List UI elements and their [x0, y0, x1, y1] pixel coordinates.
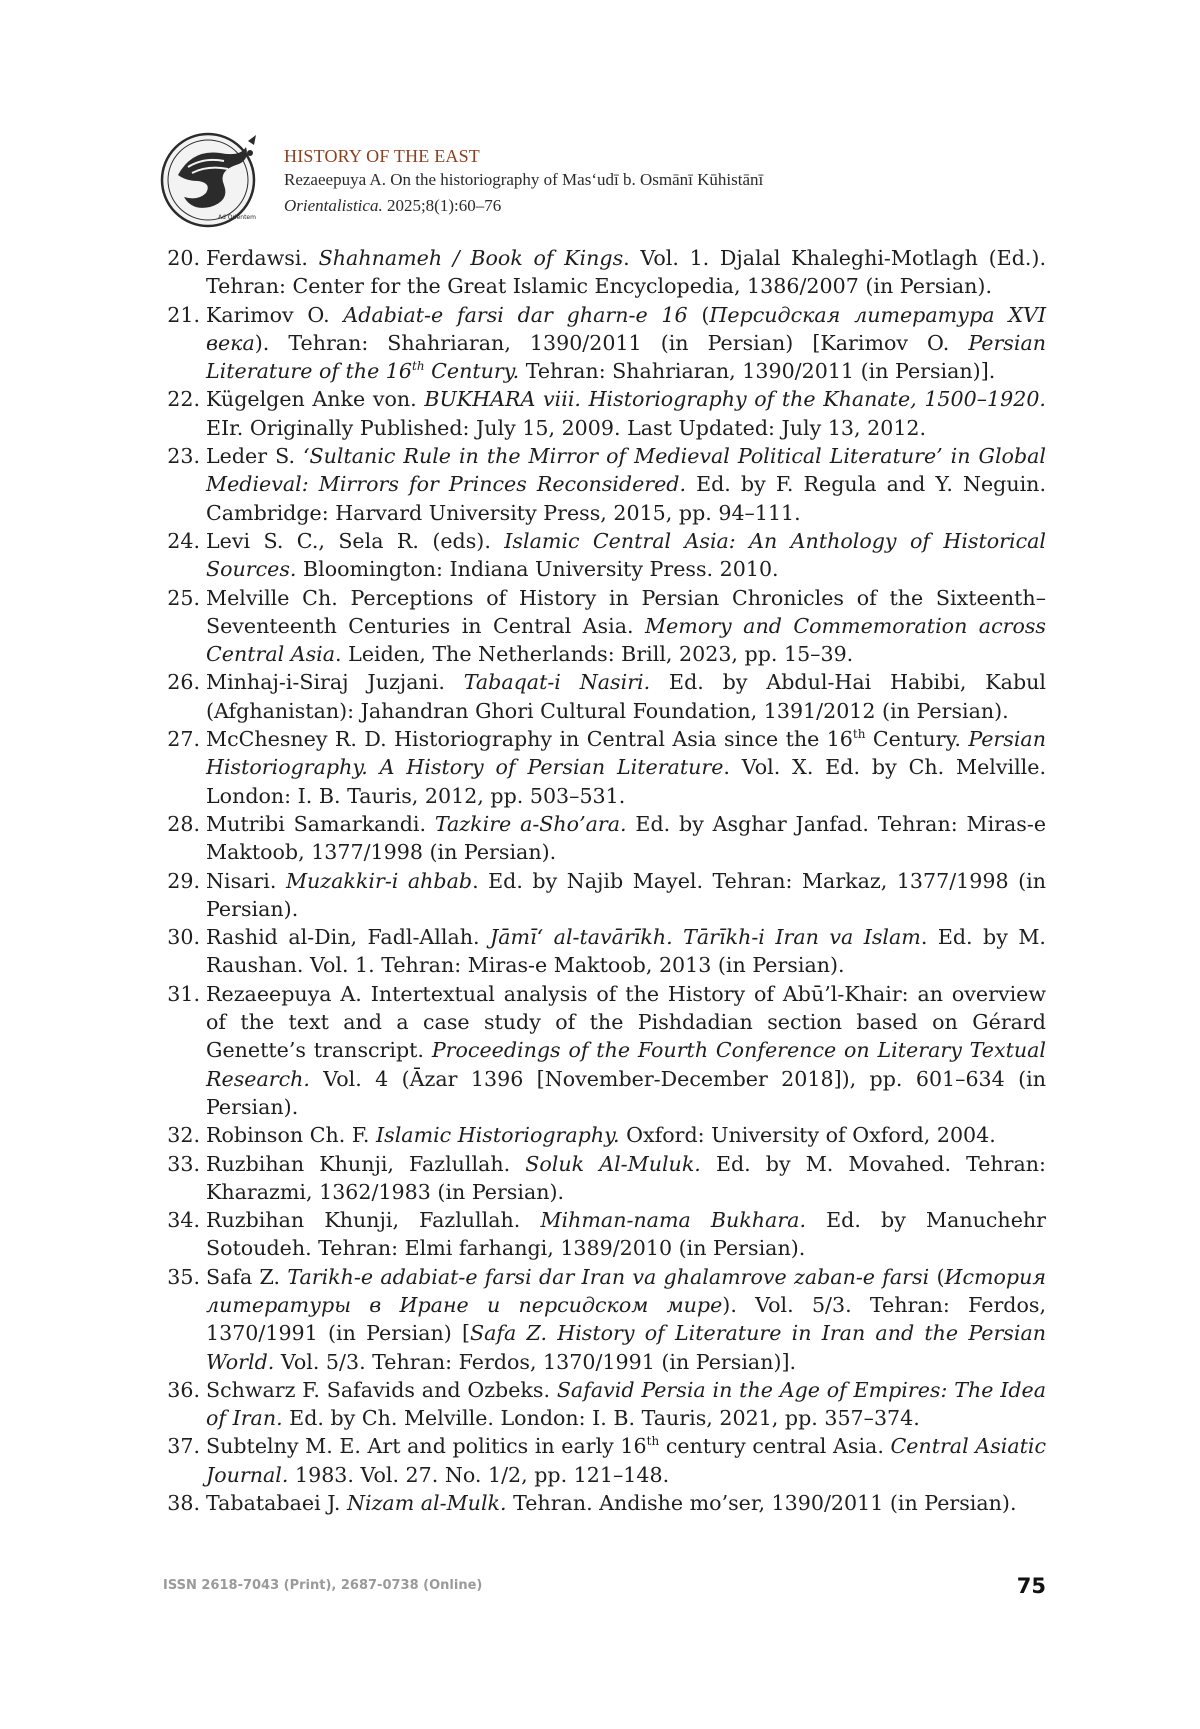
reference-plain: ( — [687, 302, 710, 327]
reference-text — [206, 810, 1046, 867]
reference-plain: . Ed. by Najib Mayel. Tehran: Markaz, 1377/1998 (in Persian). — [206, 868, 1046, 921]
reference-italic: Memory and Commemoration across Central Asia — [206, 613, 1046, 667]
reference-item — [160, 810, 1046, 867]
reference-number: 28. — [167, 811, 200, 836]
reference-item — [160, 867, 1046, 924]
reference-italic: Shahnameh / Book of Kings — [318, 246, 624, 270]
reference-italic: Muzakkir-i ahbab — [285, 868, 473, 893]
reference-plain: Robinson Ch. F. — [206, 1123, 376, 1148]
reference-plain: Ed. by Ch. Melville. London: I. B. Tauris, 2021, pp. 357–374. — [282, 1406, 920, 1431]
reference-number: 24. — [167, 528, 200, 553]
reference-number: 27. — [167, 727, 200, 752]
reference-italic: Persian Literature of the 16 — [206, 330, 1046, 384]
reference-text — [206, 1432, 1046, 1489]
reference-number: 33. — [167, 1151, 200, 1176]
reference-item — [160, 527, 1046, 584]
reference-plain: Karimov O. — [206, 302, 344, 327]
reference-plain: Levi S. C., Sela R. (eds). — [206, 528, 505, 553]
reference-plain: Mutribi Samarkandi. — [206, 811, 435, 836]
reference-plain: Subtelny M. E. Art and politics in early 16 — [206, 1434, 647, 1459]
reference-plain: Minhaj-i-Siraj Juzjani. — [206, 670, 464, 695]
journal-logo — [158, 127, 270, 233]
reference-italic: Adabiat-e farsi dar gharn-e 16 — [343, 302, 688, 327]
reference-plain: ). Tehran: Shahriaran, 1390/2011 (in Persian) [Karimov O. — [254, 330, 969, 355]
citation-details: 2025;8(1):60–76 — [382, 196, 502, 215]
reference-italic: Islamic Central Asia: An Anthology of Historical Sources. — [206, 528, 1046, 582]
reference-italic: Nizam al-Mulk. — [346, 1491, 507, 1516]
reference-italic: Persian Historiography. A History of Persian Literature — [206, 727, 1046, 780]
reference-item — [160, 668, 1046, 725]
reference-italic: Central Asiatic Journal. — [206, 1434, 1046, 1487]
reference-plain: Ed. by F. Regula and Y. Neguin. Cambridge: Harvard University Press, 2015, pp. 94–111. — [206, 472, 1046, 525]
reference-number: 30. — [167, 925, 200, 950]
journal-title: Orientalistica. — [284, 196, 383, 215]
reference-plain: Ruzbihan Khunji, Fazlullah. — [206, 1151, 526, 1176]
article-title: Rezaeepuya A. On the historiography of Mas‘udī b. Osmānī Kūhistānī — [284, 170, 764, 189]
reference-superscript: th — [412, 359, 425, 374]
reference-text — [206, 1206, 1046, 1263]
reference-item — [160, 1150, 1046, 1207]
reference-text — [206, 923, 1046, 980]
reference-plain: Rezaeepuya A. Intertextual analysis of the History of Abū’l-Khair: an overview of the text and a case study of the Pishdadian section based on Gérard Genette’s transcript. — [206, 981, 1046, 1063]
reference-plain: Ferdawsi. — [206, 246, 319, 270]
reference-item — [160, 1489, 1046, 1517]
reference-plain: Rashid al-Din, Fadl-Allah. — [206, 925, 491, 950]
reference-italic: Mihman-nama Bukhara. — [540, 1208, 806, 1233]
reference-plain: Vol. 5/3. Tehran: Ferdos, 1370/1991 (in Persian)]. — [274, 1349, 797, 1374]
reference-italic: Century. — [424, 359, 520, 384]
reference-plain: . Leiden, The Netherlands: Brill, 2023, pp. 15–39. — [335, 642, 854, 667]
reference-number: 20. — [167, 246, 200, 270]
reference-italic: Tazkire a-Sho’ara. — [434, 811, 627, 836]
reference-plain: . Vol. X. Ed. by Ch. Melville. London: I. B. Tauris, 2012, pp. 503–531. — [206, 755, 1046, 808]
reference-italic: Proceedings of the Fourth Conference on Literary Textual Research. — [206, 1038, 1046, 1091]
reference-text — [206, 1150, 1046, 1207]
reference-plain: Schwarz F. Safavids and Ozbeks. — [206, 1377, 557, 1402]
reference-item — [160, 301, 1046, 386]
reference-plain: Ed. by M. Movahed. Tehran: Kharazmi, 1362/1983 (in Persian). — [206, 1151, 1046, 1204]
reference-number: 35. — [167, 1264, 200, 1289]
reference-italic: Islamic Historiography. — [376, 1123, 620, 1148]
reference-number: 29. — [167, 868, 200, 893]
reference-text — [206, 584, 1046, 669]
issn-footer: ISSN 2618-7043 (Print), 2687-0738 (Online) — [163, 1578, 483, 1593]
reference-number: 32. — [167, 1123, 200, 1148]
reference-item — [160, 442, 1046, 527]
reference-plain: Ed. by Asghar Janfad. Tehran: Miras-e Maktoob, 1377/1998 (in Persian). — [206, 811, 1047, 865]
reference-number: 22. — [167, 387, 200, 412]
reference-item — [160, 980, 1046, 1121]
reference-plain: ( — [929, 1264, 945, 1289]
reference-text — [206, 980, 1046, 1121]
reference-plain: Nisari. — [206, 868, 286, 893]
reference-plain: Oxford: University of Oxford, 2004. — [619, 1123, 996, 1148]
reference-superscript: th — [646, 1434, 660, 1449]
reference-item — [160, 1432, 1046, 1489]
reference-plain: Melville Ch. Perceptions of History in Persian Chronicles of the Sixteenth–Seventeenth Centuries in Central Asia. — [206, 585, 1046, 638]
reference-item — [160, 923, 1046, 980]
reference-plain: Ruzbihan Khunji, Fazlullah. — [206, 1208, 541, 1233]
reference-plain: Ed. by Manuchehr Sotoudeh. Tehran: Elmi farhangi, 1389/2010 (in Persian). — [206, 1208, 1046, 1261]
reference-italic: История литературы в Иране и персидском мире — [206, 1264, 1046, 1317]
reference-italic: Персидская литература XVI века — [206, 302, 1046, 355]
reference-plain: Kügelgen Anke von. — [206, 387, 425, 412]
reference-plain: McChesney R. D. Historiography in Central Asia since the 16 — [206, 727, 853, 752]
reference-text — [206, 867, 1046, 924]
reference-text — [206, 1263, 1046, 1376]
reference-plain: Safa Z. — [206, 1264, 288, 1289]
reference-text — [206, 1121, 1046, 1149]
reference-plain: . Ed. by M. Raushan. Vol. 1. Tehran: Miras-e Maktoob, 2013 (in Persian). — [206, 925, 1046, 978]
svg-text:Ad Orientem: Ad Orientem — [218, 214, 256, 221]
reference-plain: ). Vol. 5/3. Tehran: Ferdos, 1370/1991 (in Persian) [ — [206, 1292, 1046, 1346]
reference-text — [206, 1489, 1046, 1517]
reference-plain: Bloomington: Indiana University Press. 2010. — [296, 557, 779, 582]
reference-italic: Tarikh-e adabiat-e farsi dar Iran va ghalamrove zaban-e farsi — [287, 1264, 930, 1289]
reference-text — [206, 668, 1046, 725]
reference-italic: ‘Sultanic Rule in the Mirror of Medieval Political Literature’ in Global Medieval: Mirrors for Princes Reconsidered. — [206, 444, 1047, 497]
reference-text — [206, 442, 1046, 527]
reference-number: 23. — [167, 444, 200, 469]
reference-italic: Safavid Persia in the Age of Empires: The Idea of Iran. — [206, 1377, 1046, 1431]
reference-number: 36. — [167, 1377, 200, 1402]
reference-text — [206, 1376, 1046, 1433]
reference-italic: Safa Z. History of Literature in Iran and the Persian World. — [206, 1321, 1046, 1374]
reference-plain: Leder S. — [206, 444, 303, 469]
reference-number: 37. — [167, 1434, 200, 1459]
reference-italic: Tabaqat-i Nasiri. — [463, 670, 651, 695]
reference-italic: Soluk Al-Muluk. — [525, 1151, 701, 1176]
reference-text — [206, 385, 1046, 442]
reference-plain: Tehran: Shahriaran, 1390/2011 (in Persian)]. — [519, 359, 996, 384]
reference-number: 21. — [167, 302, 200, 327]
reference-item — [160, 1263, 1046, 1376]
reference-plain: Vol. 4 (Āzar 1396 [November-December 2018]), pp. 601–634 (in Persian). — [206, 1066, 1046, 1119]
reference-plain: Century. — [865, 727, 969, 752]
reference-plain: Ed. by Abdul-Hai Habibi, Kabul (Afghanistan): Jahandran Ghori Cultural Foundation, 1391/2012 (in Persian). — [206, 670, 1046, 723]
reference-text — [206, 244, 1046, 301]
reference-text — [206, 725, 1046, 810]
reference-text — [206, 527, 1046, 584]
reference-item — [160, 244, 1046, 301]
reference-number: 31. — [167, 981, 200, 1006]
reference-number: 25. — [167, 585, 200, 610]
reference-item — [160, 725, 1046, 810]
reference-plain: Tehran. Andishe mo’ser, 1390/2011 (in Persian). — [506, 1491, 1017, 1516]
reference-superscript: th — [852, 727, 866, 742]
page-number: 75 — [1016, 1574, 1046, 1598]
reference-list — [160, 244, 1046, 1517]
logo-emblem-icon — [158, 127, 270, 233]
reference-number: 38. — [167, 1491, 200, 1516]
reference-plain: 1983. Vol. 27. No. 1/2, pp. 121–148. — [288, 1462, 670, 1487]
reference-plain: . Vol. 1. Djalal Khaleghi-Motlagh (Ed.). Tehran: Center for the Great Islamic Encyclopedia, 1386/2007 (in Persian). — [206, 246, 1046, 299]
reference-item — [160, 1206, 1046, 1263]
reference-item — [160, 1376, 1046, 1433]
reference-item — [160, 385, 1046, 442]
citation-line — [284, 196, 501, 216]
reference-plain: Tabatabaei J. — [206, 1491, 347, 1516]
reference-italic: Jāmī‘ al-tavārīkh. Tārīkh-i Iran va Islam — [490, 925, 921, 950]
reference-number: 26. — [167, 670, 200, 695]
reference-number: 34. — [167, 1208, 200, 1233]
reference-italic: BUKHARA viii. Historiography of the Khanate, 1500–1920. — [424, 387, 1046, 412]
reference-item — [160, 584, 1046, 669]
reference-item — [160, 1121, 1046, 1149]
journal-name: HISTORY OF THE EAST — [284, 146, 480, 166]
reference-plain: EIr. Originally Published: July 15, 2009. Last Updated: July 13, 2012. — [206, 415, 927, 440]
reference-text — [206, 301, 1046, 386]
reference-plain: century central Asia. — [659, 1434, 891, 1459]
